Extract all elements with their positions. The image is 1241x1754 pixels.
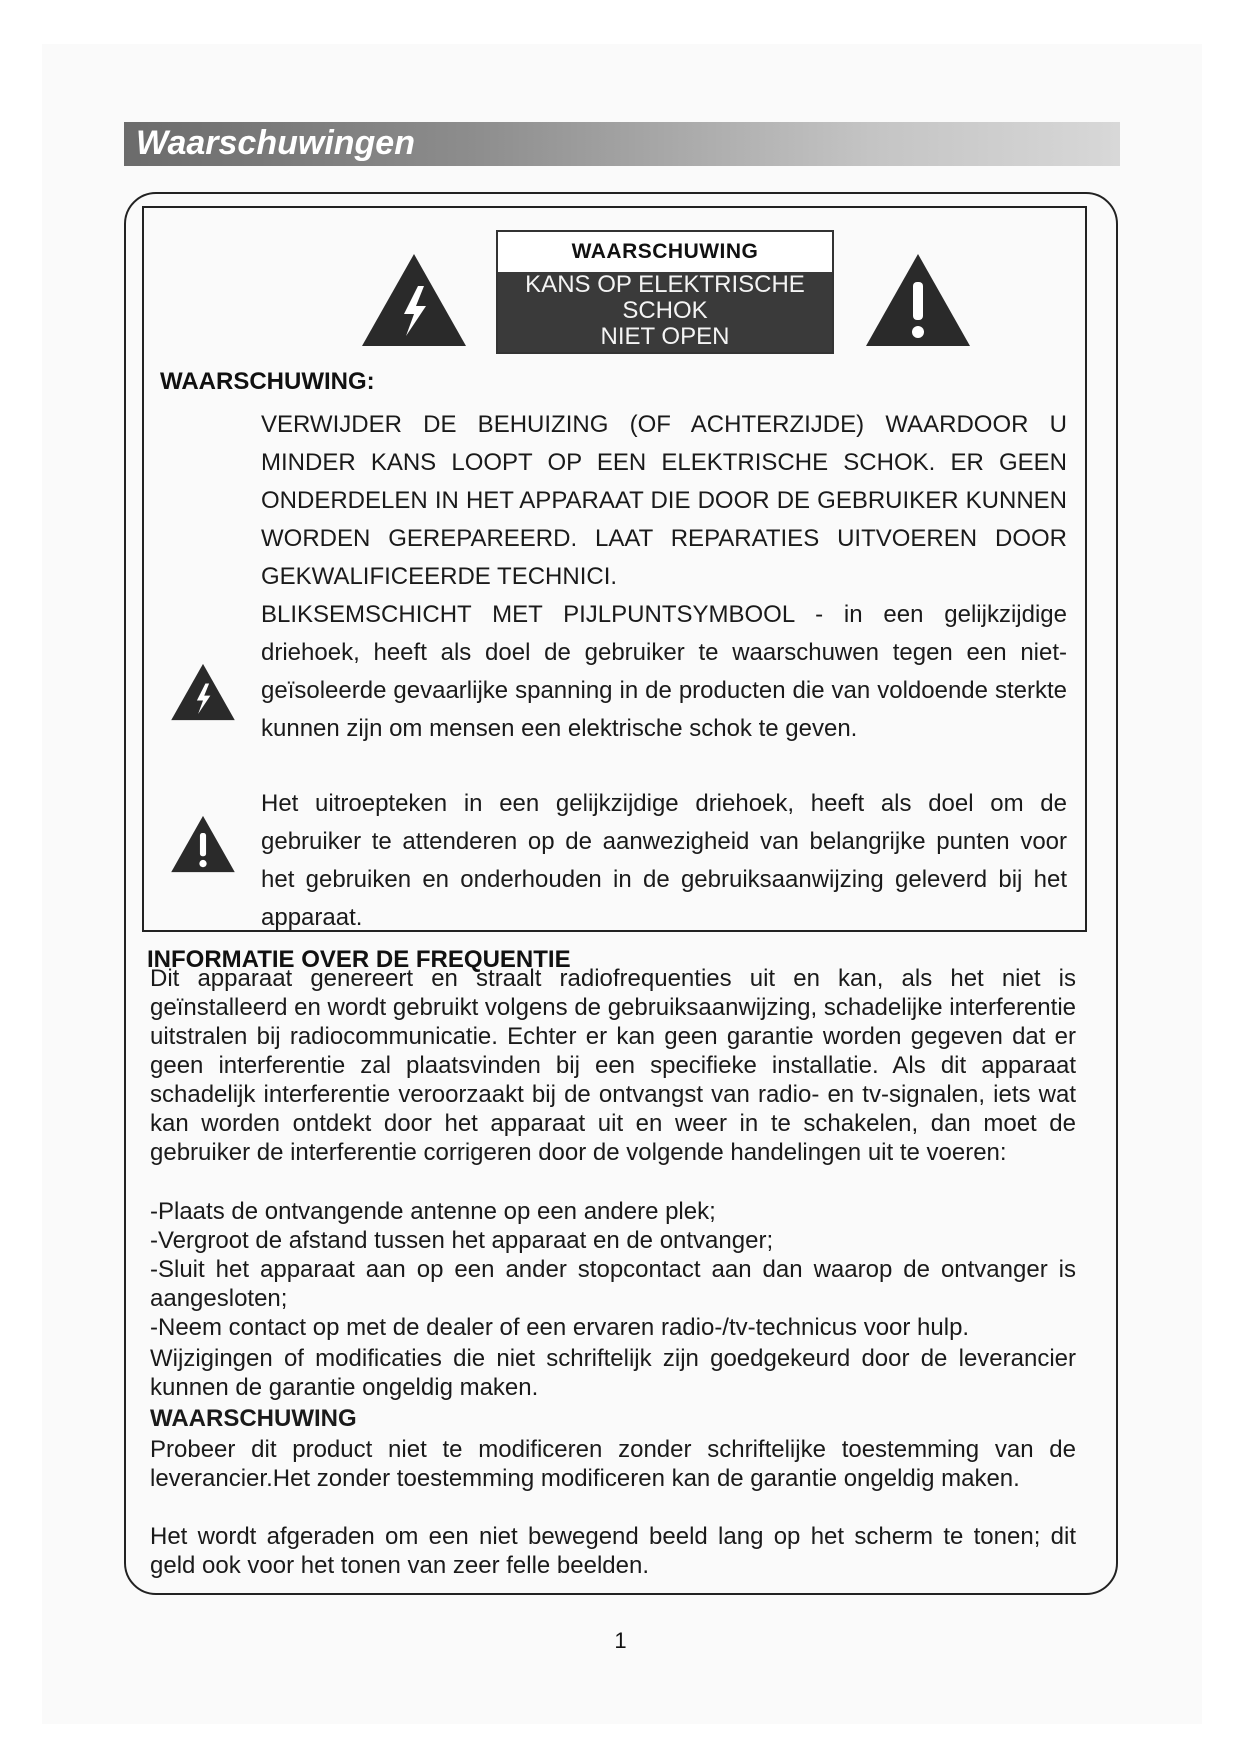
frequency-heading: INFORMATIE OVER DE FREQUENTIE	[147, 946, 571, 973]
frequency-intro: Dit apparaat genereert en straalt radiofrequenties uit en kan, als het niet is geïnstalleerd en wordt gebruikt volgens de gebruiksaanwijzing, schadelijke interferentie uitstralen bij radiocommunicatie. Echter er kan geen garantie worden gegeven dat er geen interferentie zal plaatsvinden bij een specifieke installatie. Als dit apparaat schadelijk interferentie veroorzaakt bij de ontvangst van radio- en tv-signalen, iets wat kan worden ontdekt door het apparaat uit en weer in te schakelen, dan moet de gebruiker de interferentie corrigeren door de volgende handelingen uit te voeren:	[150, 965, 1076, 1166]
exclamation-small-icon	[170, 814, 236, 874]
exclamation-warning-icon	[864, 252, 972, 348]
caution-label-body	[498, 272, 832, 352]
caution-label	[496, 230, 834, 354]
frequency-item: -Plaats de ontvangende antenne op een andere plek;	[150, 1198, 716, 1225]
page-number: 1	[614, 1628, 627, 1653]
frequency-item: -Vergroot de afstand tussen het apparaat en de ontvanger;	[150, 1227, 774, 1254]
frequency-item: -Sluit het apparaat aan op een ander stopcontact aan dan waarop de ontvanger is aangesloten;	[150, 1256, 1076, 1312]
section-title: Waarschuwingen	[136, 124, 415, 162]
lightning-small-icon	[170, 662, 236, 722]
still-image-warning: Het wordt afgeraden om een niet bewegend beeld lang op het scherm te tonen; dit geld ook voor het tonen van zeer felle beelden.	[150, 1523, 1076, 1579]
second-warning-text: Probeer dit product niet te modificeren zonder schriftelijke toestemming van de leverancier.Het zonder toestemming modificeren kan de garantie ongeldig maken.	[150, 1436, 1076, 1492]
modifications-notice: Wijzigingen of modificaties die niet schriftelijk zijn goedgekeurd door de leverancier kunnen de garantie ongeldig maken.	[150, 1345, 1076, 1401]
warning-paragraph-lightning: BLIKSEMSCHICHT MET PIJLPUNTSYMBOOL - in een gelijkzijdige driehoek, heeft als doel de gebruiker te waarschuwen tegen een niet-geïsoleerde gevaarlijke spanning in de producten die van voldoende sterkte kunnen zijn om mensen een elektrische schok te geven.	[261, 601, 1067, 742]
lightning-warning-icon	[360, 252, 468, 348]
caution-label-title: WAARSCHUWING	[498, 232, 832, 272]
warning-paragraph-cover: VERWIJDER DE BEHUIZING (OF ACHTERZIJDE) WAARDOOR U MINDER KANS LOOPT OP EEN ELEKTRISCHE SCHOK. ER GEEN ONDERDELEN IN HET APPARAAT DIE DOOR DE GEBRUIKER KUNNEN WORDEN GEREPAREERD. LAAT REPARATIES UITVOEREN DOOR GEKWALIFICEERDE TECHNICI.	[261, 411, 1067, 590]
warning-heading: WAARSCHUWING:	[160, 368, 375, 395]
section-header-bar	[124, 122, 1120, 166]
warning-paragraph-exclamation: Het uitroepteken in een gelijkzijdige driehoek, heeft als doel om de gebruiker te attenderen op de aanwezigheid van belangrijke punten voor het gebruiken en onderhouden in de gebruiksaanwijzing geleverd bij het apparaat.	[261, 790, 1067, 931]
caution-label-line: SCHOK	[622, 297, 708, 324]
second-warning-heading: WAARSCHUWING	[150, 1405, 357, 1432]
frequency-item: -Neem contact op met de dealer of een ervaren radio-/tv-technicus voor hulp.	[150, 1314, 970, 1341]
caution-label-line: KANS OP ELEKTRISCHE	[525, 271, 805, 298]
caution-label-line: NIET OPEN	[600, 323, 730, 350]
